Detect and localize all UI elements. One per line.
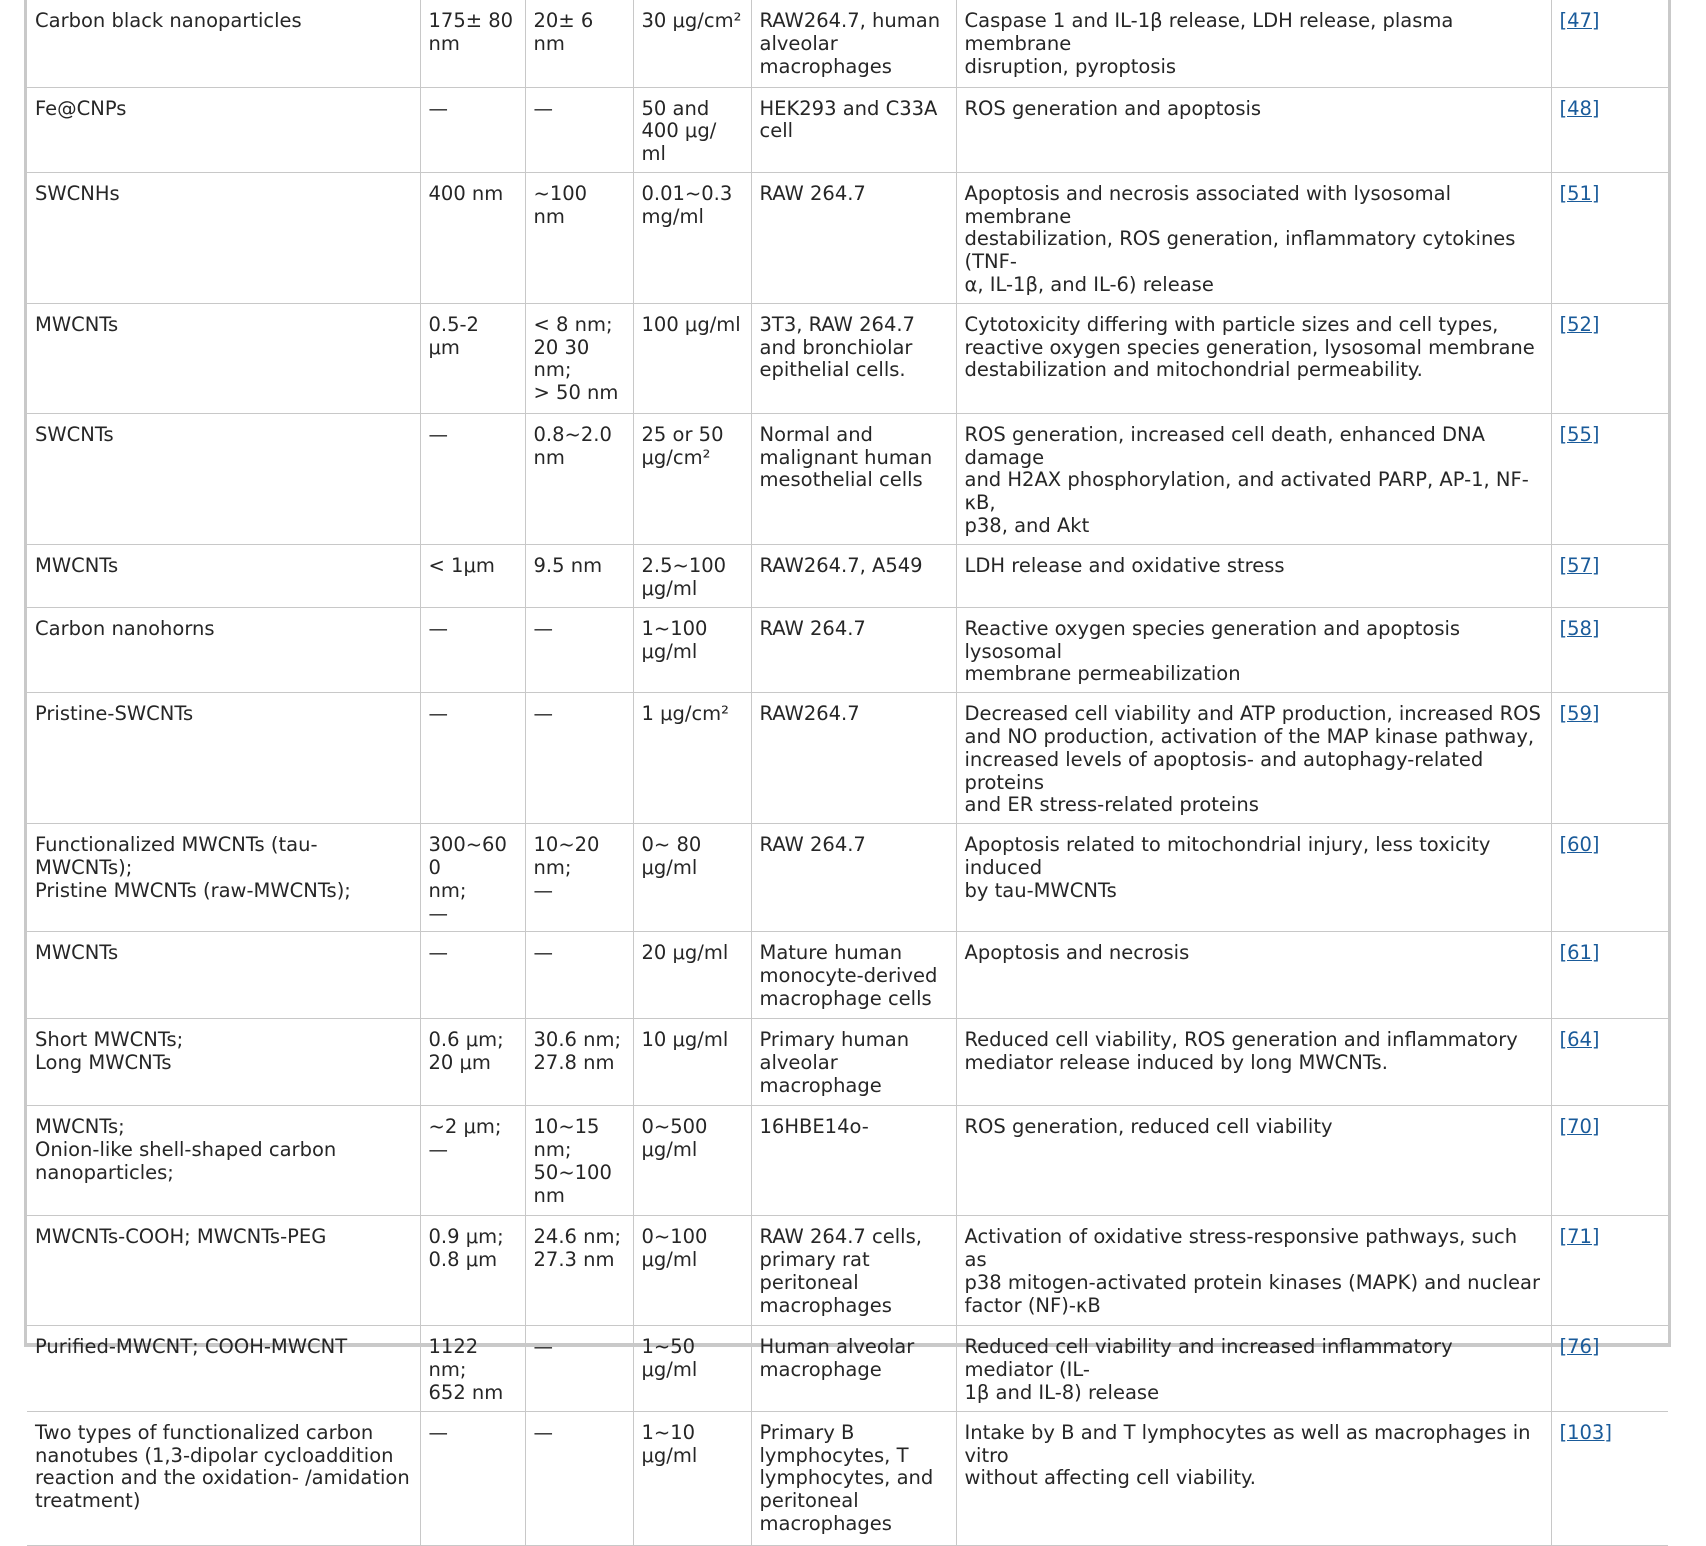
effects-text: Intake by B and T lymphocytes as well as macrophages in vitro without affecting cell viability. [964,1420,1531,1490]
effects-text: Apoptosis and necrosis associated with lysosomal membrane destabilization, ROS generation, inflammatory cytokines (TNF- α, IL-1β, and IL-6) release [964,181,1516,297]
diameter-text: 24.6 nm; 27.3 nm [533,1225,622,1272]
effects-text: Apoptosis and necrosis [964,941,1190,965]
cell-type-cell [751,1019,956,1106]
length-cell [420,413,525,544]
reference-link[interactable]: [47] [1559,9,1600,32]
effects-cell [956,607,1551,692]
diameter-text: 30.6 nm; 27.8 nm [533,1028,622,1075]
reference-link[interactable]: [71] [1559,1225,1600,1249]
reference-link[interactable]: [64] [1559,1028,1600,1052]
cell-type-text: Normal and malignant human mesothelial cells [759,422,933,492]
length-text: 400 nm [428,181,504,205]
diameter-text: — [533,616,553,640]
material-cell [27,1326,420,1411]
material-cell [27,303,420,413]
material-text: Fe@CNPs [35,96,127,120]
diameter-cell [525,1326,633,1411]
material-text: Pristine-SWCNTs [35,702,194,726]
material-text: Carbon nanohorns [35,616,215,640]
dose-cell [633,932,751,1019]
length-cell [420,303,525,413]
diameter-text: 10~20 nm; — [533,833,600,902]
material-text: Two types of functionalized carbon nanotubes (1,3-dipolar cycloaddition reaction and the oxidation- /amidation treatment) [35,1420,410,1513]
length-text: — [428,941,448,965]
table-row [27,172,1668,303]
diameter-cell [525,1106,633,1216]
material-text: Carbon black nanoparticles [35,9,302,32]
data-table [27,0,1668,1546]
diameter-text: — [533,96,553,120]
reference-link[interactable]: [70] [1559,1115,1600,1139]
material-text: SWCNHs [35,181,120,205]
dose-text: 0.01~0.3 mg/ml [641,181,733,228]
cell-type-text: RAW 264.7 [759,616,866,640]
material-text: MWCNTs [35,312,119,336]
cell-type-text: 3T3, RAW 264.7 and bronchiolar epithelial cells. [759,312,915,382]
dose-text: 2.5~100 μg/ml [641,553,727,600]
diameter-cell [525,1019,633,1106]
diameter-cell [525,824,633,932]
length-cell [420,0,525,87]
material-cell [27,544,420,607]
effects-cell [956,413,1551,544]
table-row [27,303,1668,413]
effects-text: Activation of oxidative stress-responsive pathways, such as p38 mitogen-activated protein kinases (MAPK) and nuclear factor (NF)-κB [964,1225,1540,1317]
table-row [27,0,1668,87]
effects-text: Reduced cell viability, ROS generation and inflammatory mediator release induced by long MWCNTs. [964,1028,1518,1075]
cell-type-cell [751,172,956,303]
dose-cell [633,172,751,303]
cell-type-cell [751,607,956,692]
dose-text: 20 μg/ml [641,941,729,965]
material-text: MWCNTs [35,941,119,965]
effects-cell [956,824,1551,932]
effects-text: ROS generation, reduced cell viability [964,1115,1333,1139]
material-text: MWCNTs-COOH; MWCNTs-PEG [35,1225,327,1249]
cell-type-text: RAW 264.7 [759,833,866,857]
reference-link[interactable]: [60] [1559,833,1600,857]
length-text: ~2 μm; — [428,1115,502,1162]
length-text: — [428,616,448,640]
dose-text: 30 μg/cm² [641,9,742,32]
effects-cell [956,544,1551,607]
reference-link[interactable]: [58] [1559,616,1600,640]
cell-type-cell [751,303,956,413]
effects-cell [956,693,1551,824]
reference-cell [1551,1019,1668,1106]
diameter-text: — [533,702,553,726]
material-cell [27,1019,420,1106]
diameter-cell [525,1411,633,1545]
dose-cell [633,824,751,932]
cell-type-text: Primary human alveolar macrophage [759,1028,910,1098]
length-cell [420,1019,525,1106]
length-cell [420,607,525,692]
table-row [27,1019,1668,1106]
cell-type-cell [751,1216,956,1326]
reference-cell [1551,932,1668,1019]
dose-text: 0~100 μg/ml [641,1225,708,1272]
reference-cell [1551,1216,1668,1326]
reference-link[interactable]: [61] [1559,941,1600,965]
material-text: Functionalized MWCNTs (tau-MWCNTs); Pristine MWCNTs (raw-MWCNTs); [35,833,351,902]
effects-cell [956,932,1551,1019]
table-row [27,932,1668,1019]
reference-link[interactable]: [59] [1559,702,1600,726]
diameter-cell [525,693,633,824]
effects-cell [956,172,1551,303]
dose-cell [633,1019,751,1106]
effects-text: Caspase 1 and IL-1β release, LDH release, plasma membrane disruption, pyroptosis [964,9,1454,78]
dose-cell [633,413,751,544]
effects-text: Apoptosis related to mitochondrial injury, less toxicity induced by tau-MWCNTs [964,833,1491,902]
diameter-cell [525,0,633,87]
diameter-cell [525,413,633,544]
length-text: — [428,702,448,726]
effects-text: Reduced cell viability and increased inflammatory mediator (IL- 1β and IL-8) release [964,1335,1453,1405]
length-cell [420,824,525,932]
reference-link[interactable]: [48] [1559,96,1600,120]
length-cell [420,932,525,1019]
length-text: — [428,422,448,446]
reference-cell [1551,607,1668,692]
table-row [27,413,1668,544]
reference-link[interactable]: [55] [1559,422,1600,446]
diameter-text: 9.5 nm [533,553,603,577]
effects-cell [956,1106,1551,1216]
cell-type-text: Human alveolar macrophage [759,1335,915,1382]
reference-cell [1551,1106,1668,1216]
effects-text: Reactive oxygen species generation and apoptosis lysosomal membrane permeabilization [964,616,1461,686]
material-cell [27,693,420,824]
length-text: 175± 80 nm [428,9,514,55]
length-cell [420,544,525,607]
dose-text: 1~50 μg/ml [641,1335,698,1382]
cell-type-text: Mature human monocyte-derived macrophage cells [759,941,938,1011]
dose-cell [633,1106,751,1216]
effects-cell [956,1216,1551,1326]
diameter-text: — [533,941,553,965]
dose-cell [633,544,751,607]
length-text: 0.5-2 μm [428,312,479,359]
cell-type-cell [751,87,956,172]
reference-cell [1551,0,1668,87]
cell-type-cell [751,932,956,1019]
material-cell [27,1216,420,1326]
cell-type-text: HEK293 and C33A cell [759,96,938,143]
material-cell [27,0,420,87]
length-text: 0.9 μm; 0.8 μm [428,1225,504,1272]
reference-link[interactable]: [103] [1559,1420,1612,1444]
material-cell [27,1411,420,1545]
cell-type-text: RAW264.7, human alveolar macrophages [759,9,941,78]
reference-link[interactable]: [52] [1559,312,1600,336]
length-cell [420,693,525,824]
reference-cell [1551,172,1668,303]
table-row [27,1326,1668,1411]
length-cell [420,1106,525,1216]
cell-type-cell [751,0,956,87]
dose-text: 0~ 80 μg/ml [641,833,702,880]
length-cell [420,1326,525,1411]
material-cell [27,932,420,1019]
reference-cell [1551,1326,1668,1411]
dose-cell [633,1326,751,1411]
table-row [27,1106,1668,1216]
effects-text: Decreased cell viability and ATP production, increased ROS and NO production, activation of the MAP kinase pathway, increased levels of apoptosis- and autophagy-related proteins and ER stress-related proteins [964,702,1541,817]
cell-type-text: RAW 264.7 [759,181,866,205]
length-text: 300~600 nm; — [428,833,507,925]
diameter-cell [525,87,633,172]
material-text: Short MWCNTs; Long MWCNTs [35,1028,184,1075]
diameter-text: < 8 nm; 20 30 nm; > 50 nm [533,312,619,405]
material-cell [27,607,420,692]
reference-cell [1551,1411,1668,1545]
dose-cell [633,1216,751,1326]
dose-cell [633,87,751,172]
cell-type-text: RAW 264.7 cells, primary rat peritoneal macrophages [759,1225,922,1317]
effects-cell [956,0,1551,87]
effects-text: LDH release and oxidative stress [964,553,1285,577]
dose-cell [633,1411,751,1545]
dose-text: 1~100 μg/ml [641,616,708,663]
cell-type-cell [751,1411,956,1545]
material-text: Purified-MWCNT; COOH-MWCNT [35,1335,348,1359]
dose-text: 1~10 μg/ml [641,1420,698,1467]
effects-cell [956,1019,1551,1106]
reference-cell [1551,413,1668,544]
diameter-cell [525,303,633,413]
reference-link[interactable]: [57] [1559,553,1600,577]
dose-cell [633,693,751,824]
dose-cell [633,0,751,87]
length-text: — [428,96,448,120]
material-text: MWCNTs; Onion-like shell-shaped carbon nanoparticles; [35,1115,337,1185]
dose-text: 10 μg/ml [641,1028,729,1052]
length-text: 0.6 μm; 20 μm [428,1028,504,1075]
table-row [27,693,1668,824]
material-cell [27,172,420,303]
reference-cell [1551,87,1668,172]
reference-cell [1551,693,1668,824]
cell-type-cell [751,693,956,824]
table-row [27,544,1668,607]
reference-link[interactable]: [76] [1559,1335,1600,1359]
diameter-cell [525,1216,633,1326]
table-row [27,87,1668,172]
reference-link[interactable]: [51] [1559,181,1600,205]
material-text: MWCNTs [35,553,119,577]
effects-text: ROS generation, increased cell death, enhanced DNA damage and H2AX phosphorylation, and activated PARP, AP-1, NF-κB, p38, and Akt [964,422,1529,538]
material-cell [27,87,420,172]
diameter-text: 20± 6 nm [533,9,594,55]
dose-text: 0~500 μg/ml [641,1115,708,1162]
dose-cell [633,303,751,413]
table-row [27,1216,1668,1326]
length-text: 1122 nm; 652 nm [428,1335,504,1405]
length-cell [420,172,525,303]
material-cell [27,413,420,544]
cell-type-cell [751,1106,956,1216]
table-row [27,824,1668,932]
cell-type-cell [751,413,956,544]
effects-cell [956,303,1551,413]
diameter-text: 10~15 nm; 50~100 nm [533,1115,612,1207]
cell-type-text: Primary B lymphocytes, T lymphocytes, and peritoneal macrophages [759,1420,934,1535]
dose-text: 25 or 50 μg/cm² [641,422,724,469]
table-body [27,0,1668,1545]
length-text: — [428,1420,448,1444]
diameter-cell [525,932,633,1019]
table-row [27,1411,1668,1545]
diameter-text: 0.8~2.0 nm [533,422,612,469]
diameter-text: — [533,1420,553,1444]
diameter-text: — [533,1335,553,1359]
effects-text: ROS generation and apoptosis [964,96,1262,120]
reference-cell [1551,544,1668,607]
length-cell [420,87,525,172]
table-row [27,607,1668,692]
reference-cell [1551,303,1668,413]
effects-cell [956,87,1551,172]
cell-type-text: 16HBE14o- [759,1115,869,1139]
material-cell [27,1106,420,1216]
length-cell [420,1216,525,1326]
dose-text: 1 μg/cm² [641,702,729,726]
cell-type-cell [751,1326,956,1411]
material-cell [27,824,420,932]
dose-text: 50 and 400 μg/ ml [641,96,717,166]
effects-text: Cytotoxicity differing with particle sizes and cell types, reactive oxygen species generation, lysosomal membrane destabilization and mitochondrial permeability. [964,312,1535,382]
cell-type-text: RAW264.7 [759,702,860,726]
cell-type-cell [751,824,956,932]
reference-cell [1551,824,1668,932]
cell-type-text: RAW264.7, A549 [759,553,923,577]
cell-type-cell [751,544,956,607]
length-text: < 1μm [428,553,495,577]
effects-cell [956,1411,1551,1545]
diameter-cell [525,172,633,303]
diameter-text: ~100 nm [533,181,588,228]
dose-text: 100 μg/ml [641,312,741,336]
effects-cell [956,1326,1551,1411]
length-cell [420,1411,525,1545]
diameter-cell [525,544,633,607]
dose-cell [633,607,751,692]
diameter-cell [525,607,633,692]
material-text: SWCNTs [35,422,114,446]
